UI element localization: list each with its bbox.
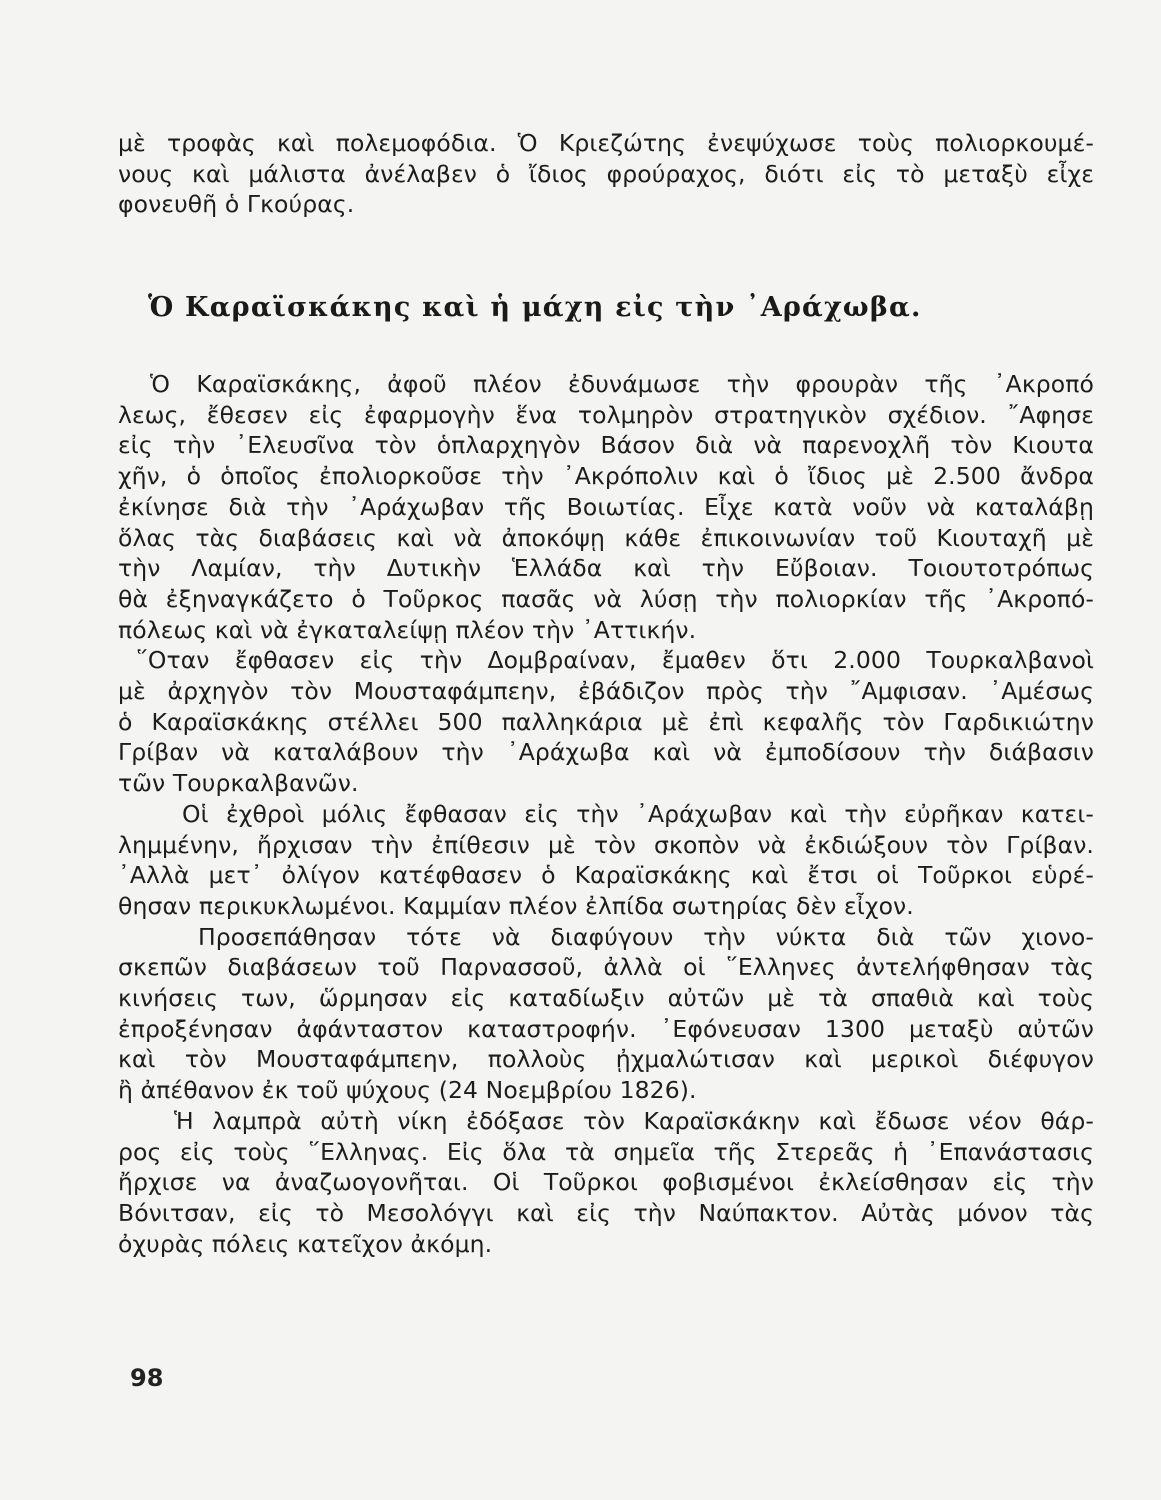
- text-line: νους καὶ μάλιστα ἀνέλαβεν ὁ ἴδιος φρούραχος, διότι εἰς τὸ μεταξὺ εἶχε: [118, 159, 1094, 188]
- text-line: κινήσεις των, ὥρμησαν εἰς καταδίωξιν αὐτῶν μὲ τὰ σπαθιὰ καὶ τοὺς: [118, 984, 1094, 1013]
- text-line: φονευθῆ ὁ Γκούρας.: [118, 190, 355, 219]
- text-line: ᾿Αλλὰ μετ᾿ ὀλίγον κατέφθασεν ὁ Καραϊσκάκης καὶ ἔτσι οἱ Τοῦρκοι εὑρέ-: [118, 861, 1094, 890]
- text-line: μὲ ἀρχηγὸν τὸν Μουσταφάμπεην, ἐβάδιζον πρὸς τὴν ῎Αμφισαν. ᾿Αμέσως: [118, 677, 1094, 706]
- text-line: ὀχυρὰς πόλεις κατεῖχον ἀκόμη.: [118, 1229, 493, 1258]
- text-line: ὁ Καραϊσκάκης στέλλει 500 παλληκάρια μὲ ἐπὶ κεφαλῆς τὸν Γαρδικιώτην: [118, 707, 1094, 736]
- text-line: εἰς τὴν ᾿Ελευσῖνα τὸν ὁπλαρχηγὸν Βάσον διὰ νὰ παρενοχλῆ τὸν Κιουτα: [118, 431, 1094, 460]
- text-line: πόλεως καὶ νὰ ἐγκαταλείψῃ πλέον τὴν ᾿Αττικήν.: [118, 615, 697, 644]
- text-line: Ἡ λαμπρὰ αὐτὴ νίκη ἐδόξασε τὸν Καραϊσκάκην καὶ ἔδωσε νέον θάρ-: [174, 1106, 1094, 1135]
- text-line: χῆν, ὁ ὁποῖος ἐπολιορκοῦσε τὴν ᾿Ακρόπολιν καὶ ὁ ἴδιος μὲ 2.500 ἄνδρα: [118, 462, 1094, 491]
- text-line: τῶν Τουρκαλβανῶν.: [118, 769, 359, 798]
- text-line: ἐπροξένησαν ἀφάνταστον καταστροφήν. ᾿Εφόνευσαν 1300 μεταξὺ αὐτῶν: [118, 1014, 1094, 1043]
- text-line: Γρίβαν νὰ καταλάβουν τὴν ᾿Αράχωβα καὶ νὰ ἐμποδίσουν τὴν διάβασιν: [118, 738, 1094, 767]
- text-line: μὲ τροφὰς καὶ πολεμοφόδια. Ὁ Κριεζώτης ἐνεψύχωσε τοὺς πολιορκουμέ-: [118, 129, 1094, 157]
- body-text: [118, 369, 1094, 1259]
- text-line: ῞Οταν ἔφθασεν εἰς τὴν Δομβραίναν, ἔμαθεν ὅτι 2.000 Τουρκαλβανοὶ: [136, 646, 1094, 675]
- text-line: λημμένην, ἤρχισαν τὴν ἐπίθεσιν μὲ τὸν σκοπὸν νὰ ἐκδιώξουν τὸν Γρίβαν.: [118, 830, 1094, 859]
- text-line: ἐκίνησε διὰ τὴν ᾿Αράχωβαν τῆς Βοιωτίας. Εἶχε κατὰ νοῦν νὰ καταλάβῃ: [118, 492, 1094, 521]
- text-line: τὴν Λαμίαν, τὴν Δυτικὴν Ἑλλάδα καὶ τὴν Εὔβοιαν. Τοιουτοτρόπως: [118, 554, 1094, 583]
- text-line: ἢ ἀπέθανον ἐκ τοῦ ψύχους (24 Νοεμβρίου 1826).: [118, 1076, 697, 1105]
- text-line: θησαν περικυκλωμένοι. Καμμίαν πλέον ἐλπίδα σωτηρίας δὲν εἶχον.: [118, 891, 914, 920]
- text-line: λεως, ἔθεσεν εἰς ἐφαρμογὴν ἕνα τολμηρὸν στρατηγικὸν σχέδιον. ῎Αφησε: [118, 400, 1094, 429]
- text-line: καὶ τὸν Μουσταφάμπεην, πολλοὺς ᾐχμαλώτισαν καὶ μερικοὶ διέφυγον: [118, 1045, 1094, 1074]
- text-line: ρος εἰς τοὺς ῞Ελληνας. Εἰς ὅλα τὰ σημεῖα τῆς Στερεᾶς ἡ ᾿Επανάστασις: [118, 1137, 1094, 1166]
- text-line: σκεπῶν διαβάσεων τοῦ Παρνασσοῦ, ἀλλὰ οἱ ῞Ελληνες ἀντελήφθησαν τὰς: [118, 953, 1094, 982]
- text-line: Οἱ ἐχθροὶ μόλις ἔφθασαν εἰς τὴν ᾿Αράχωβαν καὶ τὴν εὐρῆκαν κατει-: [182, 799, 1094, 828]
- text-line: Βόνιτσαν, εἰς τὸ Μεσολόγγι καὶ εἰς τὴν Ναύπακτον. Αὐτὰς μόνον τὰς: [118, 1198, 1094, 1227]
- text-line: Ὁ Καραϊσκάκης, ἀφοῦ πλέον ἐδυνάμωσε τὴν φρουρὰν τῆς ᾿Ακροπό: [150, 370, 1094, 398]
- intro-paragraph: [118, 128, 1094, 220]
- page-number: 98: [130, 1364, 164, 1392]
- text-line: θὰ ἐξηναγκάζετο ὁ Τοῦρκος πασᾶς νὰ λύσῃ τὴν πολιορκίαν τῆς ᾿Ακροπό-: [118, 584, 1094, 613]
- section-heading: Ὁ Καραϊσκάκης καὶ ἡ μάχη εἰς τὴν ᾿Αράχωβα.: [148, 292, 922, 323]
- text-line: Προσεπάθησαν τότε νὰ διαφύγουν τὴν νύκτα διὰ τῶν χιονο-: [198, 922, 1094, 951]
- text-line: ἤρχισε να ἀναζωογονῆται. Οἱ Τοῦρκοι φοβισμένοι ἐκλείσθησαν εἰς τὴν: [118, 1168, 1094, 1197]
- text-line: ὅλας τὰς διαβάσεις καὶ νὰ ἀποκόψῃ κάθε ἐπικοινωνίαν τοῦ Κιουταχῆ μὲ: [118, 523, 1094, 552]
